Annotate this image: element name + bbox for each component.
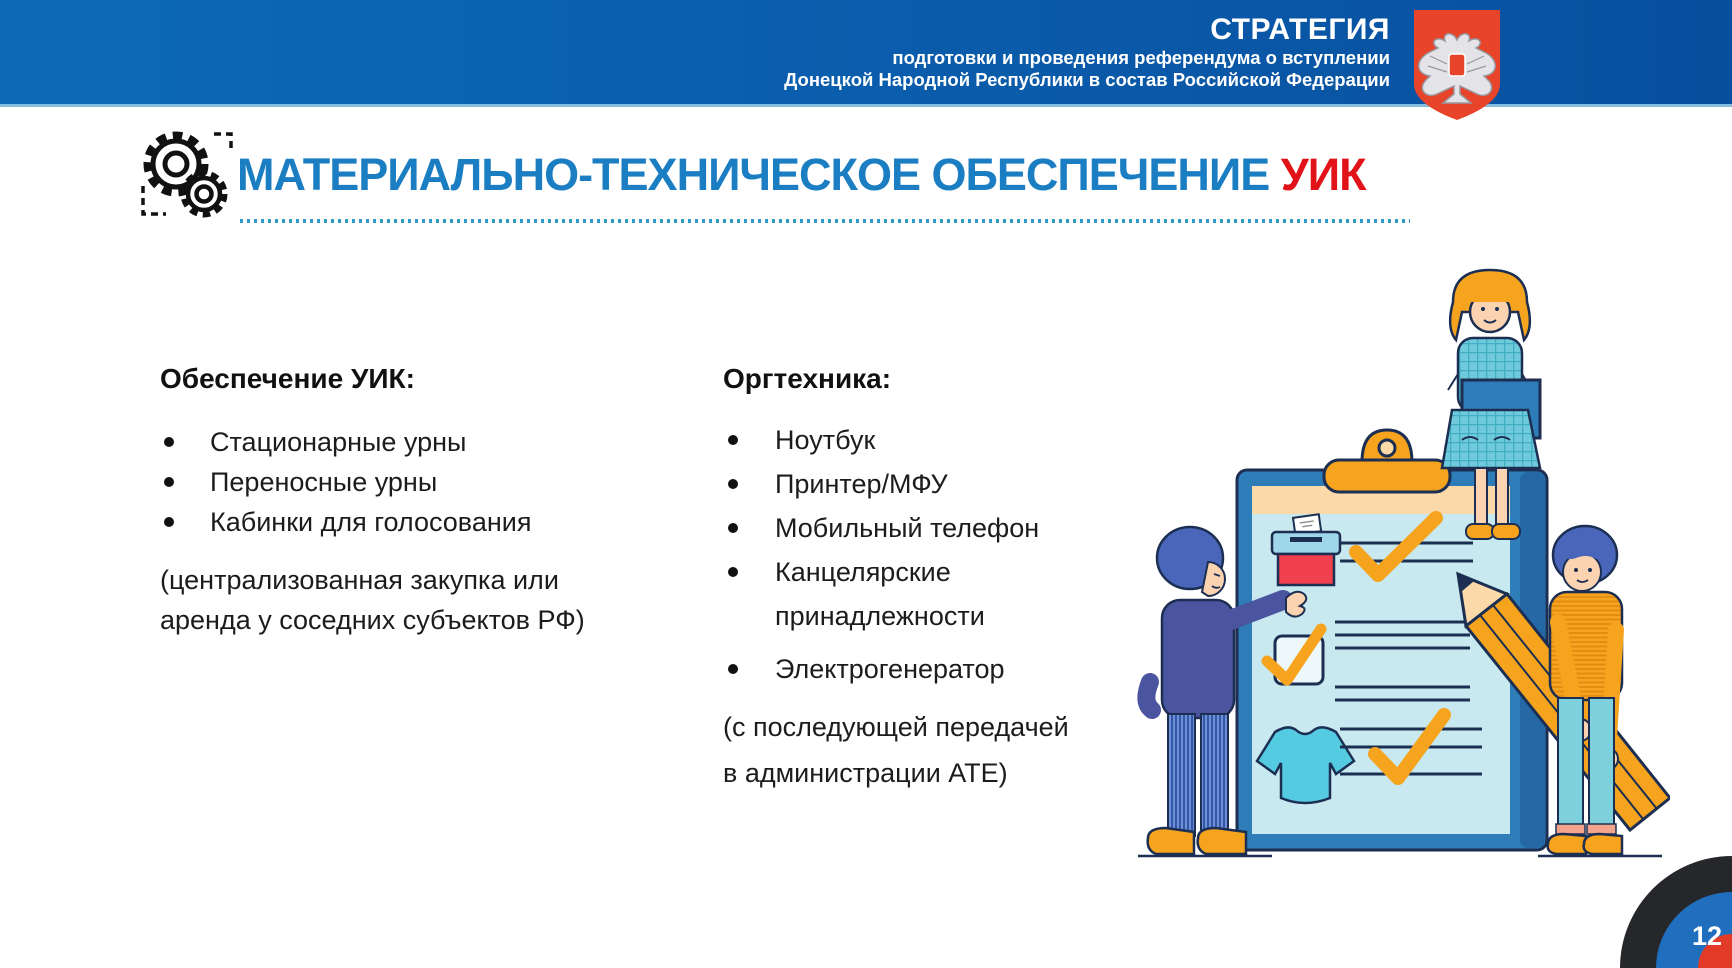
list-item — [723, 506, 1123, 550]
list-item — [723, 550, 1123, 638]
bullet-text: Электрогенератор — [775, 654, 1005, 684]
left-column-note — [160, 560, 640, 640]
header-subtitle-line2: Донецкой Народной Республики в состав Российской Федерации — [784, 68, 1390, 90]
list-item — [160, 422, 640, 462]
bullet-text: Кабинки для голосования — [210, 507, 532, 537]
dotted-divider — [240, 219, 1410, 223]
header-title: СТРАТЕГИЯ — [1210, 13, 1390, 46]
bullet-text: Стационарные урны — [210, 427, 467, 457]
bullet-text: Принтер/МФУ — [775, 469, 948, 499]
bullet-text: Переносные урны — [210, 467, 438, 497]
note-line: в администрации АТЕ) — [723, 758, 1008, 788]
right-column-heading: Оргтехника: — [723, 363, 892, 394]
checklist-illustration — [1090, 262, 1670, 872]
dnr-coat-of-arms-icon — [1412, 8, 1502, 122]
list-item — [160, 502, 640, 542]
note-line: (централизованная закупка или — [160, 565, 559, 595]
page-number-badge — [1582, 818, 1732, 968]
right-column — [723, 362, 1123, 796]
note-line: аренда у соседних субъектов РФ) — [160, 605, 585, 635]
right-column-note — [723, 704, 1123, 796]
bullet-dot — [164, 517, 174, 527]
bullet-dot — [164, 477, 174, 487]
page-title-main: МАТЕРИАЛЬНО-ТЕХНИЧЕСКОЕ ОБЕСПЕЧЕНИЕ — [237, 149, 1270, 200]
gears-icon — [134, 126, 238, 227]
list-item — [723, 462, 1123, 506]
bullet-dot — [164, 437, 174, 447]
header-text — [784, 13, 1390, 90]
page-title-highlight: УИК — [1280, 149, 1366, 200]
bullet-dot — [728, 664, 738, 674]
left-column — [160, 362, 640, 640]
bullet-dot — [728, 567, 738, 577]
bullet-text: Ноутбук — [775, 425, 876, 455]
left-bullet-list — [160, 422, 640, 542]
page-title — [237, 148, 1366, 202]
right-bullet-list — [723, 418, 1123, 691]
header-subtitle-line1: подготовки и проведения референдума о вступлении — [892, 47, 1390, 68]
list-item — [723, 418, 1123, 462]
bullet-text: Канцелярские принадлежности — [775, 557, 985, 631]
bullet-text: Мобильный телефон — [775, 513, 1040, 543]
bullet-dot — [728, 479, 738, 489]
bullet-dot — [728, 523, 738, 533]
left-column-heading: Обеспечение УИК: — [160, 363, 415, 394]
note-line: (с последующей передачей — [723, 712, 1069, 742]
bullet-dot — [728, 435, 738, 445]
list-item — [723, 647, 1123, 691]
page-number: 12 — [1691, 921, 1722, 951]
list-item — [160, 462, 640, 502]
